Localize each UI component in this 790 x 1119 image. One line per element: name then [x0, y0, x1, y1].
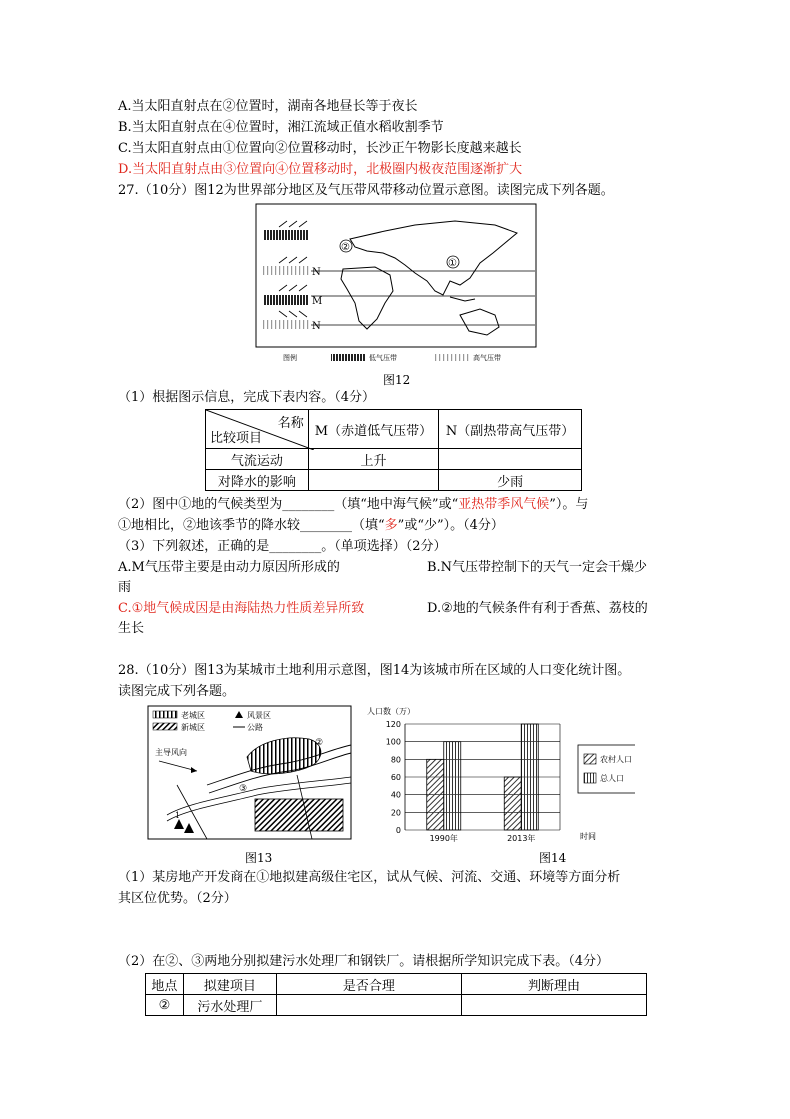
q26-option-d: D.当太阳直射点由③位置向④位置移动时，北极圈内极夜范围逐渐扩大	[118, 162, 523, 177]
sub2-line2-a: ①地相比，②地该季节的降水较________（填“	[118, 518, 385, 533]
bar-rural	[427, 759, 444, 830]
legend-low: 低气压带	[369, 354, 397, 362]
cell-m: 上升	[308, 449, 438, 470]
x-tick-label: 2013年	[507, 834, 536, 843]
caption-fig13: 图13	[245, 851, 273, 865]
y-tick-label: 120	[385, 720, 401, 729]
chart-xlabel: 时间	[580, 832, 596, 841]
q27-sub2-line2	[118, 517, 504, 535]
chart-ylabel: 人口数（万）	[367, 707, 415, 716]
legend-new-city: 新城区	[181, 723, 205, 732]
q28-title-2: 读图完成下列各题。	[118, 684, 236, 699]
q26-option-b: B.当太阳直射点在④位置时，湘江流域正值水稻收割季节	[118, 120, 444, 135]
q28-sub1-line1: （1）某房地产开发商在①地拟建高级住宅区，试从气候、河流、交通、环境等方面分析	[118, 870, 621, 885]
caption-fig14: 图14	[539, 851, 567, 865]
bar-total	[521, 724, 538, 830]
q27-table	[205, 409, 582, 491]
low-belt-north	[263, 230, 309, 240]
th-reasonable: 是否合理	[276, 974, 461, 995]
high-belt-n	[263, 266, 309, 275]
city-land-use-map	[147, 705, 352, 845]
cell-n: 少雨	[439, 470, 582, 491]
q27-option-b: B.N气压带控制下的天气一定会干燥少	[427, 560, 648, 575]
cell-location: ②	[146, 995, 184, 1016]
y-tick-label: 20	[390, 808, 401, 818]
row-label: 对降水的影响	[206, 470, 309, 491]
q27-option-c: C.①地气候成因是由海陆热力性质差异所致	[118, 601, 365, 616]
q26-option-a: A.当太阳直射点在②位置时，湖南各地昼长等于夜长	[118, 99, 418, 114]
table-corner	[206, 410, 309, 449]
col-m-header: M（赤道低气压带）	[308, 410, 438, 449]
q27-sub2-line1	[118, 496, 588, 514]
low-belt-m	[263, 295, 309, 305]
q27-title: 27.（10分）图12为世界部分地区及气压带风带移动位置示意图。读图完成下列各题。	[118, 183, 614, 198]
q27-sub3: （3）下列叙述，正确的是________。（单项选择）（2分）	[118, 539, 447, 554]
q27-option-b-cont: 雨	[118, 580, 132, 595]
label-m: M	[312, 296, 323, 307]
sub2-line2-b: ”或“少”）。（4分）	[397, 518, 504, 533]
sub2-red: 亚热带季风气候	[458, 497, 550, 512]
legend-high: 高气压带	[473, 354, 501, 362]
corner-bottom: 比较项目	[210, 431, 263, 446]
sub2-text-b: ”）。与	[549, 497, 589, 512]
city-point-2: ②	[315, 738, 324, 748]
population-chart	[365, 705, 635, 847]
y-tick-label: 0	[395, 826, 401, 835]
legend-swatch	[584, 754, 596, 764]
sub2-text-a: （2）图中①地的气候类型为________（填“地中海气候”或“	[118, 497, 459, 512]
q27-option-d-cont: 生长	[118, 621, 145, 636]
col-n-header: N（副热带高气压带）	[439, 410, 582, 449]
row-label: 气流运动	[206, 449, 309, 470]
city-point-1: 1	[175, 811, 181, 820]
legend-title: 图例	[283, 354, 297, 362]
x-tick-label: 1990年	[429, 834, 458, 843]
q27-option-d: D.②地的气候条件有利于香蕉、荔枝的	[427, 601, 648, 616]
legend-old-city: 老城区	[181, 711, 205, 720]
caption-fig12: 图12	[383, 373, 411, 387]
cell-project: 污水处理厂	[183, 995, 276, 1016]
cell-n[interactable]	[439, 449, 582, 470]
legend-swatch	[584, 773, 596, 783]
legend-scenic: 风景区	[247, 711, 271, 720]
q26-option-c: C.当太阳直射点由①位置向②位置移动时，长沙正午物影长度越来越长	[118, 141, 522, 156]
q28-title-1: 28.（10分）图13为某城市土地利用示意图，图14为该城市所在区域的人口变化统计图。	[118, 663, 631, 678]
th-location: 地点	[146, 974, 184, 995]
q27-sub1: （1）根据图示信息，完成下表内容。（4分）	[118, 390, 376, 405]
q28-sub2: （2）在②、③两地分别拟建污水处理厂和钢铁厂。请根据所学知识完成下表。（4分）	[118, 954, 610, 969]
label-n-upper: N	[312, 267, 321, 278]
map-point-1: ①	[448, 258, 457, 269]
q28-table	[145, 973, 647, 1016]
y-tick-label: 60	[390, 773, 401, 782]
th-reason: 判断理由	[461, 974, 646, 995]
bar-rural	[504, 777, 521, 830]
label-n-lower: N	[312, 321, 321, 332]
th-project: 拟建项目	[183, 974, 276, 995]
cell-m[interactable]	[308, 470, 438, 491]
legend-label: 总人口	[600, 774, 624, 783]
high-belt-south	[263, 320, 309, 329]
map-point-2: ②	[341, 242, 350, 253]
chart-legend-box	[578, 745, 635, 793]
y-tick-label: 80	[390, 755, 401, 765]
q27-option-a: A.M气压带主要是由动力原因所形成的	[118, 560, 340, 575]
city-point-3: ③	[239, 784, 248, 794]
legend-label: 农村人口	[600, 755, 632, 764]
legend-road: 公路	[247, 723, 263, 732]
cell-reason[interactable]	[461, 995, 646, 1016]
bar-total	[444, 742, 461, 830]
y-tick-label: 40	[390, 790, 401, 800]
cell-reasonable[interactable]	[276, 995, 461, 1016]
sub2-line2-red: 多	[384, 518, 398, 533]
y-tick-label: 100	[385, 737, 401, 747]
wind-label: 主导风向	[155, 748, 187, 757]
world-pressure-map	[255, 203, 537, 368]
corner-top: 名称	[277, 416, 304, 431]
q28-sub1-line2: 其区位优势。（2分）	[118, 891, 237, 906]
